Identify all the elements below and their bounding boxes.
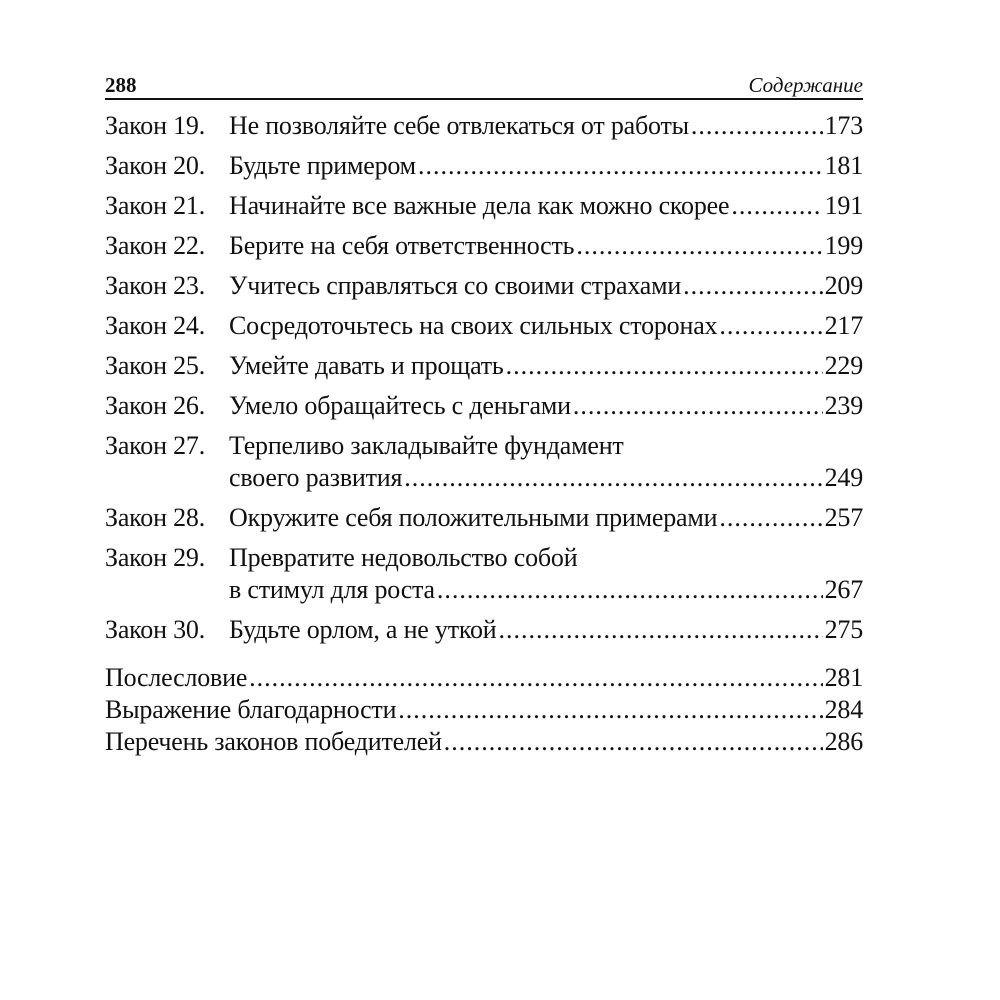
page-ref[interactable]: 275	[824, 615, 863, 644]
page-ref[interactable]: 239	[824, 391, 863, 420]
dot-leader	[437, 574, 823, 606]
law-title-line	[229, 462, 863, 494]
dot-leader	[691, 110, 823, 142]
law-label: Закон 29.	[105, 543, 205, 572]
toc-entry[interactable]	[105, 662, 863, 694]
law-title-line	[229, 390, 863, 422]
law-title	[229, 390, 863, 422]
law-title	[229, 110, 863, 142]
law-title	[229, 150, 863, 182]
law-title	[229, 614, 863, 646]
page-ref[interactable]: 209	[824, 271, 863, 300]
toc-entry[interactable]	[105, 350, 863, 382]
law-title-line	[229, 542, 863, 574]
entry-title: Послесловие	[105, 663, 248, 692]
law-title-line	[229, 110, 863, 142]
law-title-line	[229, 270, 863, 302]
dot-leader	[499, 614, 823, 646]
dot-leader	[576, 230, 822, 262]
law-title-text: Сосредоточьтесь на своих сильных сторонах	[229, 311, 718, 340]
law-label: Закон 19.	[105, 111, 205, 140]
dot-leader	[683, 270, 822, 302]
dot-leader	[719, 310, 822, 342]
page-ref[interactable]: 249	[824, 463, 863, 492]
law-title-line	[229, 430, 863, 462]
law-title	[229, 310, 863, 342]
law-label: Закон 20.	[105, 151, 205, 180]
law-title-text: своего развития	[229, 463, 403, 492]
law-title-text: Начинайте все важные дела как можно скорее	[229, 191, 730, 220]
law-label: Закон 22.	[105, 231, 205, 260]
law-title-text: Берите на себя ответственность	[229, 231, 575, 260]
law-label: Закон 25.	[105, 351, 205, 380]
law-label: Закон 26.	[105, 391, 205, 420]
toc-entry[interactable]	[105, 430, 863, 494]
toc-entry[interactable]	[105, 310, 863, 342]
page-ref[interactable]: 181	[824, 151, 863, 180]
law-title-line	[229, 614, 863, 646]
dot-leader	[404, 462, 822, 494]
law-title-line	[229, 502, 863, 534]
law-label: Закон 30.	[105, 615, 205, 644]
law-title-text: Будьте орлом, а не уткой	[229, 615, 497, 644]
law-title	[229, 542, 863, 606]
law-label: Закон 27.	[105, 431, 205, 460]
entry-title: Перечень законов победителей	[105, 727, 442, 756]
law-title-line	[229, 190, 863, 222]
page-ref[interactable]: 286	[824, 727, 863, 756]
page-ref[interactable]: 217	[824, 311, 863, 340]
law-title-text: в стимул для роста	[229, 575, 435, 604]
law-label: Закон 24.	[105, 311, 205, 340]
dot-leader	[731, 190, 822, 222]
law-title	[229, 190, 863, 222]
law-title-text: Не позволяйте себе отвлекаться от работы	[229, 111, 689, 140]
law-title-text: Умейте давать и прощать	[229, 351, 504, 380]
page-header	[105, 70, 863, 100]
page-ref[interactable]: 284	[824, 695, 863, 724]
page-ref[interactable]: 229	[824, 351, 863, 380]
section-title: Содержание	[748, 73, 863, 97]
law-title-line	[229, 310, 863, 342]
law-title	[229, 502, 863, 534]
page-ref[interactable]: 257	[824, 503, 863, 532]
toc-entry[interactable]	[105, 150, 863, 182]
law-title	[229, 270, 863, 302]
dot-leader	[506, 350, 823, 382]
law-title-text: Превратите недовольство собой	[229, 543, 578, 572]
law-title-text: Окружите себя положительными примерами	[229, 503, 718, 532]
toc-entry[interactable]	[105, 190, 863, 222]
page-ref[interactable]: 173	[824, 111, 863, 140]
law-list	[105, 110, 863, 646]
law-label: Закон 28.	[105, 503, 205, 532]
law-title-text: Умело обращайтесь с деньгами	[229, 391, 571, 420]
toc-entry[interactable]	[105, 614, 863, 646]
toc-entry[interactable]	[105, 502, 863, 534]
law-title-text: Учитесь справляться со своими страхами	[229, 271, 682, 300]
dot-leader	[418, 150, 823, 182]
page-ref[interactable]: 267	[824, 575, 863, 604]
law-title-text: Будьте примером	[229, 151, 416, 180]
law-title-text: Терпеливо закладывайте фундамент	[229, 431, 624, 460]
entry-title: Выражение благодарности	[105, 695, 397, 724]
law-title-line	[229, 230, 863, 262]
law-title	[229, 430, 863, 494]
toc-entry[interactable]	[105, 694, 863, 726]
page-number: 288	[105, 73, 137, 97]
toc-entry[interactable]	[105, 110, 863, 142]
law-title-line	[229, 574, 863, 606]
extra-list	[105, 662, 863, 758]
dot-leader	[573, 390, 823, 422]
dot-leader	[398, 694, 822, 726]
law-title	[229, 230, 863, 262]
dot-leader	[249, 662, 822, 694]
dot-leader	[444, 726, 823, 758]
dot-leader	[719, 502, 822, 534]
toc-entry[interactable]	[105, 270, 863, 302]
toc-entry[interactable]	[105, 726, 863, 758]
toc-entry[interactable]	[105, 390, 863, 422]
law-label: Закон 21.	[105, 191, 205, 220]
law-title-line	[229, 350, 863, 382]
law-label: Закон 23.	[105, 271, 205, 300]
toc-entry[interactable]	[105, 542, 863, 606]
page-ref[interactable]: 199	[824, 231, 863, 260]
page-ref[interactable]: 191	[824, 191, 863, 220]
toc-entry[interactable]	[105, 230, 863, 262]
toc-page	[105, 70, 863, 758]
page-ref[interactable]: 281	[824, 663, 863, 692]
law-title	[229, 350, 863, 382]
law-title-line	[229, 150, 863, 182]
